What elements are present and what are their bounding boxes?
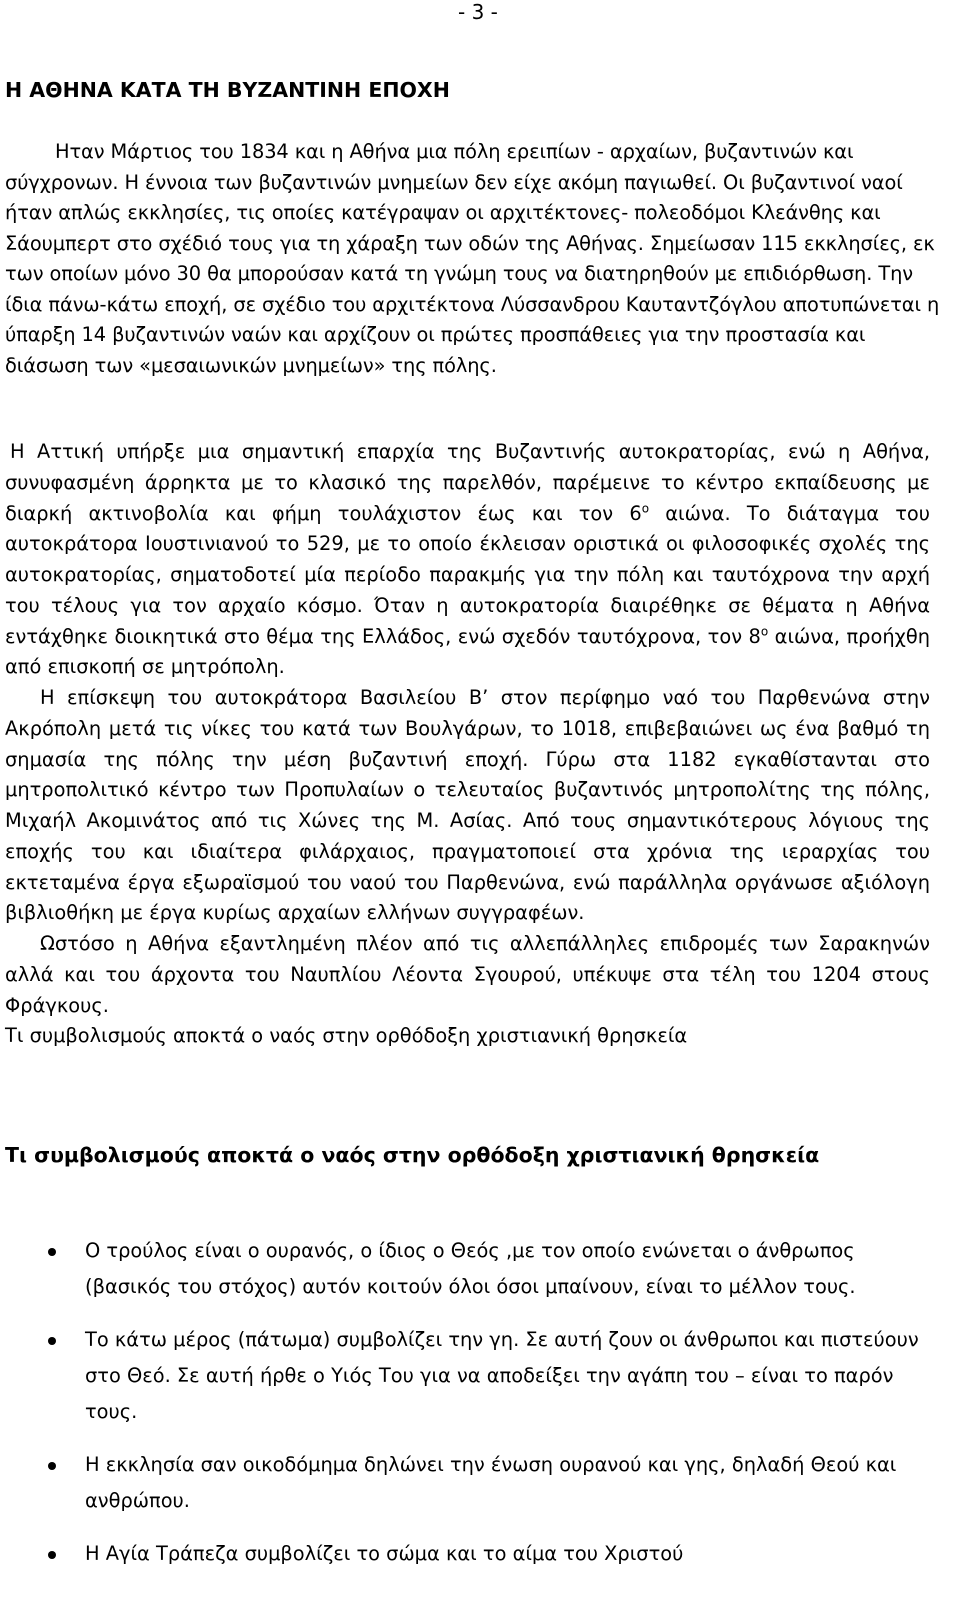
body-text xyxy=(5,437,930,1052)
bullet-icon xyxy=(48,1551,56,1559)
paragraph-basil: Η επίσκεψη του αυτοκράτορα Βασιλείου Β’ στον περίφημο ναό του Παρθενώνα στην Ακρόπολη μετά τις νίκες του κατά των Βουλγάρων, το 1018, επιβεβαιώνει ως ένα βαθμό τη σημασία της πόλης την μέση βυζαντινή εποχή. Γύρω στα 1182 εγκαθίστανται στο μητροπολιτικό κέντρο των Προπυλαίων ο τελευταίος βυζαντινός μητροπολίτης της πόλης, Μιχαήλ Ακομινάτος από τις Χώνες της Μ. Ασίας. Από τους σημαντικότερους λόγιους της εποχής του και ιδιαίτερα φιλάρχαιος, πραγματοποιεί στα χρόνια της ιεραρχίας του εκτεταμένα έργα εξωραϊσμού του ναού του Παρθενώνα, ενώ παράλληλα οργάνωσε αξιόλογη βιβλιοθήκη με έργα κυρίως αρχαίων ελλήνων συγγραφέων. xyxy=(5,686,930,925)
bullet-icon xyxy=(48,1337,56,1345)
document-title: Η ΑΘΗΝΑ ΚΑΤΑ ΤΗ ΒΥΖΑΝΤΙΝΗ ΕΠΟΧΗ xyxy=(5,78,450,102)
list-item-text: Ο τρούλος είναι ο ουρανός, ο ίδιος ο Θεός ,με τον οποίο ενώνεται ο άνθρωπος (βασικός του στόχος) αυτόν κοιτούν όλοι όσοι μπαίνουν, είναι το μέλλον τους. xyxy=(85,1239,856,1298)
list-item xyxy=(0,1322,935,1430)
paragraph-attica-part2: αιώνα. Το διάταγμα του αυτοκράτορα Ιουστινιανού το 529, με το οποίο έκλεισαν οριστικά οι φιλοσοφικές σχολές της αυτοκρατορίας, σηματοδοτεί μία περίοδο παρακμής για την πόλη και ταυτόχρονα την αρχή του τέλους για τον αρχαίο κόσμο. Όταν η αυτοκρατορία διαιρέθηκε σε θέματα η Αθήνα εντάχθηκε διοικητικά στο θέμα της Ελλάδος, ενώ σχεδόν ταυτόχρονα, τον 8 xyxy=(5,501,930,648)
paragraph-franks: Ωστόσο η Αθήνα εξαντλημένη πλέον από τις αλλεπάλληλες επιδρομές των Σαρακηνών αλλά και του άρχοντα του Ναυπλίου Λέοντα Σγουρού, υπέκυψε στα τέλη του 1204 στους Φράγκους. xyxy=(5,932,930,1017)
list-item xyxy=(0,1536,935,1572)
list-item xyxy=(0,1447,935,1519)
paragraph-symbolism-line: Τι συμβολισμούς αποκτά ο ναός στην ορθόδοξη χριστιανική θρησκεία xyxy=(5,1024,688,1048)
bullet-icon xyxy=(48,1248,56,1256)
paragraph-attica-part3: αιώνα, προήχθη από επισκοπή σε μητρόπολη. xyxy=(5,624,930,679)
symbolism-list xyxy=(0,1233,935,1589)
list-item xyxy=(0,1233,935,1305)
paragraph-attica xyxy=(5,437,930,683)
superscript-ordinal: ο xyxy=(760,624,769,639)
intro-paragraph xyxy=(5,137,940,381)
section-heading: Τι συμβολισμούς αποκτά ο ναός στην ορθόδοξη χριστιανική θρησκεία xyxy=(5,1143,820,1167)
superscript-ordinal: ο xyxy=(641,501,650,516)
paragraph-attica-part1: Η Αττική υπήρξε μια σημαντική επαρχία της Βυζαντινής αυτοκρατορίας, ενώ η Αθήνα, συνυφασμένη άρρηκτα με το κλασικό της παρελθόν, παρέμεινε το κέντρο εκπαίδευσης με διαρκή ακτινοβολία και φήμη τουλάχιστον έως και τον 6 xyxy=(5,440,930,525)
list-item-text: Το κάτω μέρος (πάτωμα) συμβολίζει την γη. Σε αυτή ζουν οι άνθρωποι και πιστεύουν στο Θεό. Σε αυτή ήρθε ο Υιός Του για να αποδείξει την αγάπη του – είναι το παρόν τους. xyxy=(85,1328,919,1423)
list-item-text: Η Αγία Τράπεζα συμβολίζει το σώμα και το αίμα του Χριστού xyxy=(85,1542,684,1565)
bullet-icon xyxy=(48,1462,56,1470)
list-item-text: Η εκκλησία σαν οικοδόμημα δηλώνει την ένωση ουρανού και γης, δηλαδή Θεού και ανθρώπου. xyxy=(85,1453,897,1512)
page-number: - 3 - xyxy=(458,0,498,24)
intro-text: Ηταν Μάρτιος του 1834 και η Αθήνα μια πόλη ερειπίων - αρχαίων, βυζαντινών και σύγχρονων. Η έννοια των βυζαντινών μνημείων δεν είχε ακόμη παγιωθεί. Οι βυζαντινοί ναοί ήταν απλώς εκκλησίες, τις οποίες κατέγραψαν οι αρχιτέκτονες- πολεοδόμοι Κλεάνθης και Σάουμπερτ στο σχέδιό τους για τη χάραξη των οδών της Αθήνας. Σημείωσαν 115 εκκλησίες, εκ των οποίων μόνο 30 θα μπορούσαν κατά τη γνώμη τους να διατηρηθούν με επιδιόρθωση. Την ίδια πάνω-κάτω εποχή, σε σχέδιο του αρχιτέκτονα Λύσσανδρου Καυταντζόγλου αποτυπώνεται η ύπαρξη 14 βυζαντινών ναών και αρχίζουν οι πρώτες προσπάθειες για την προστασία και διάσωση των «μεσαιωνικών μνημείων» της πόλης. xyxy=(5,140,940,377)
